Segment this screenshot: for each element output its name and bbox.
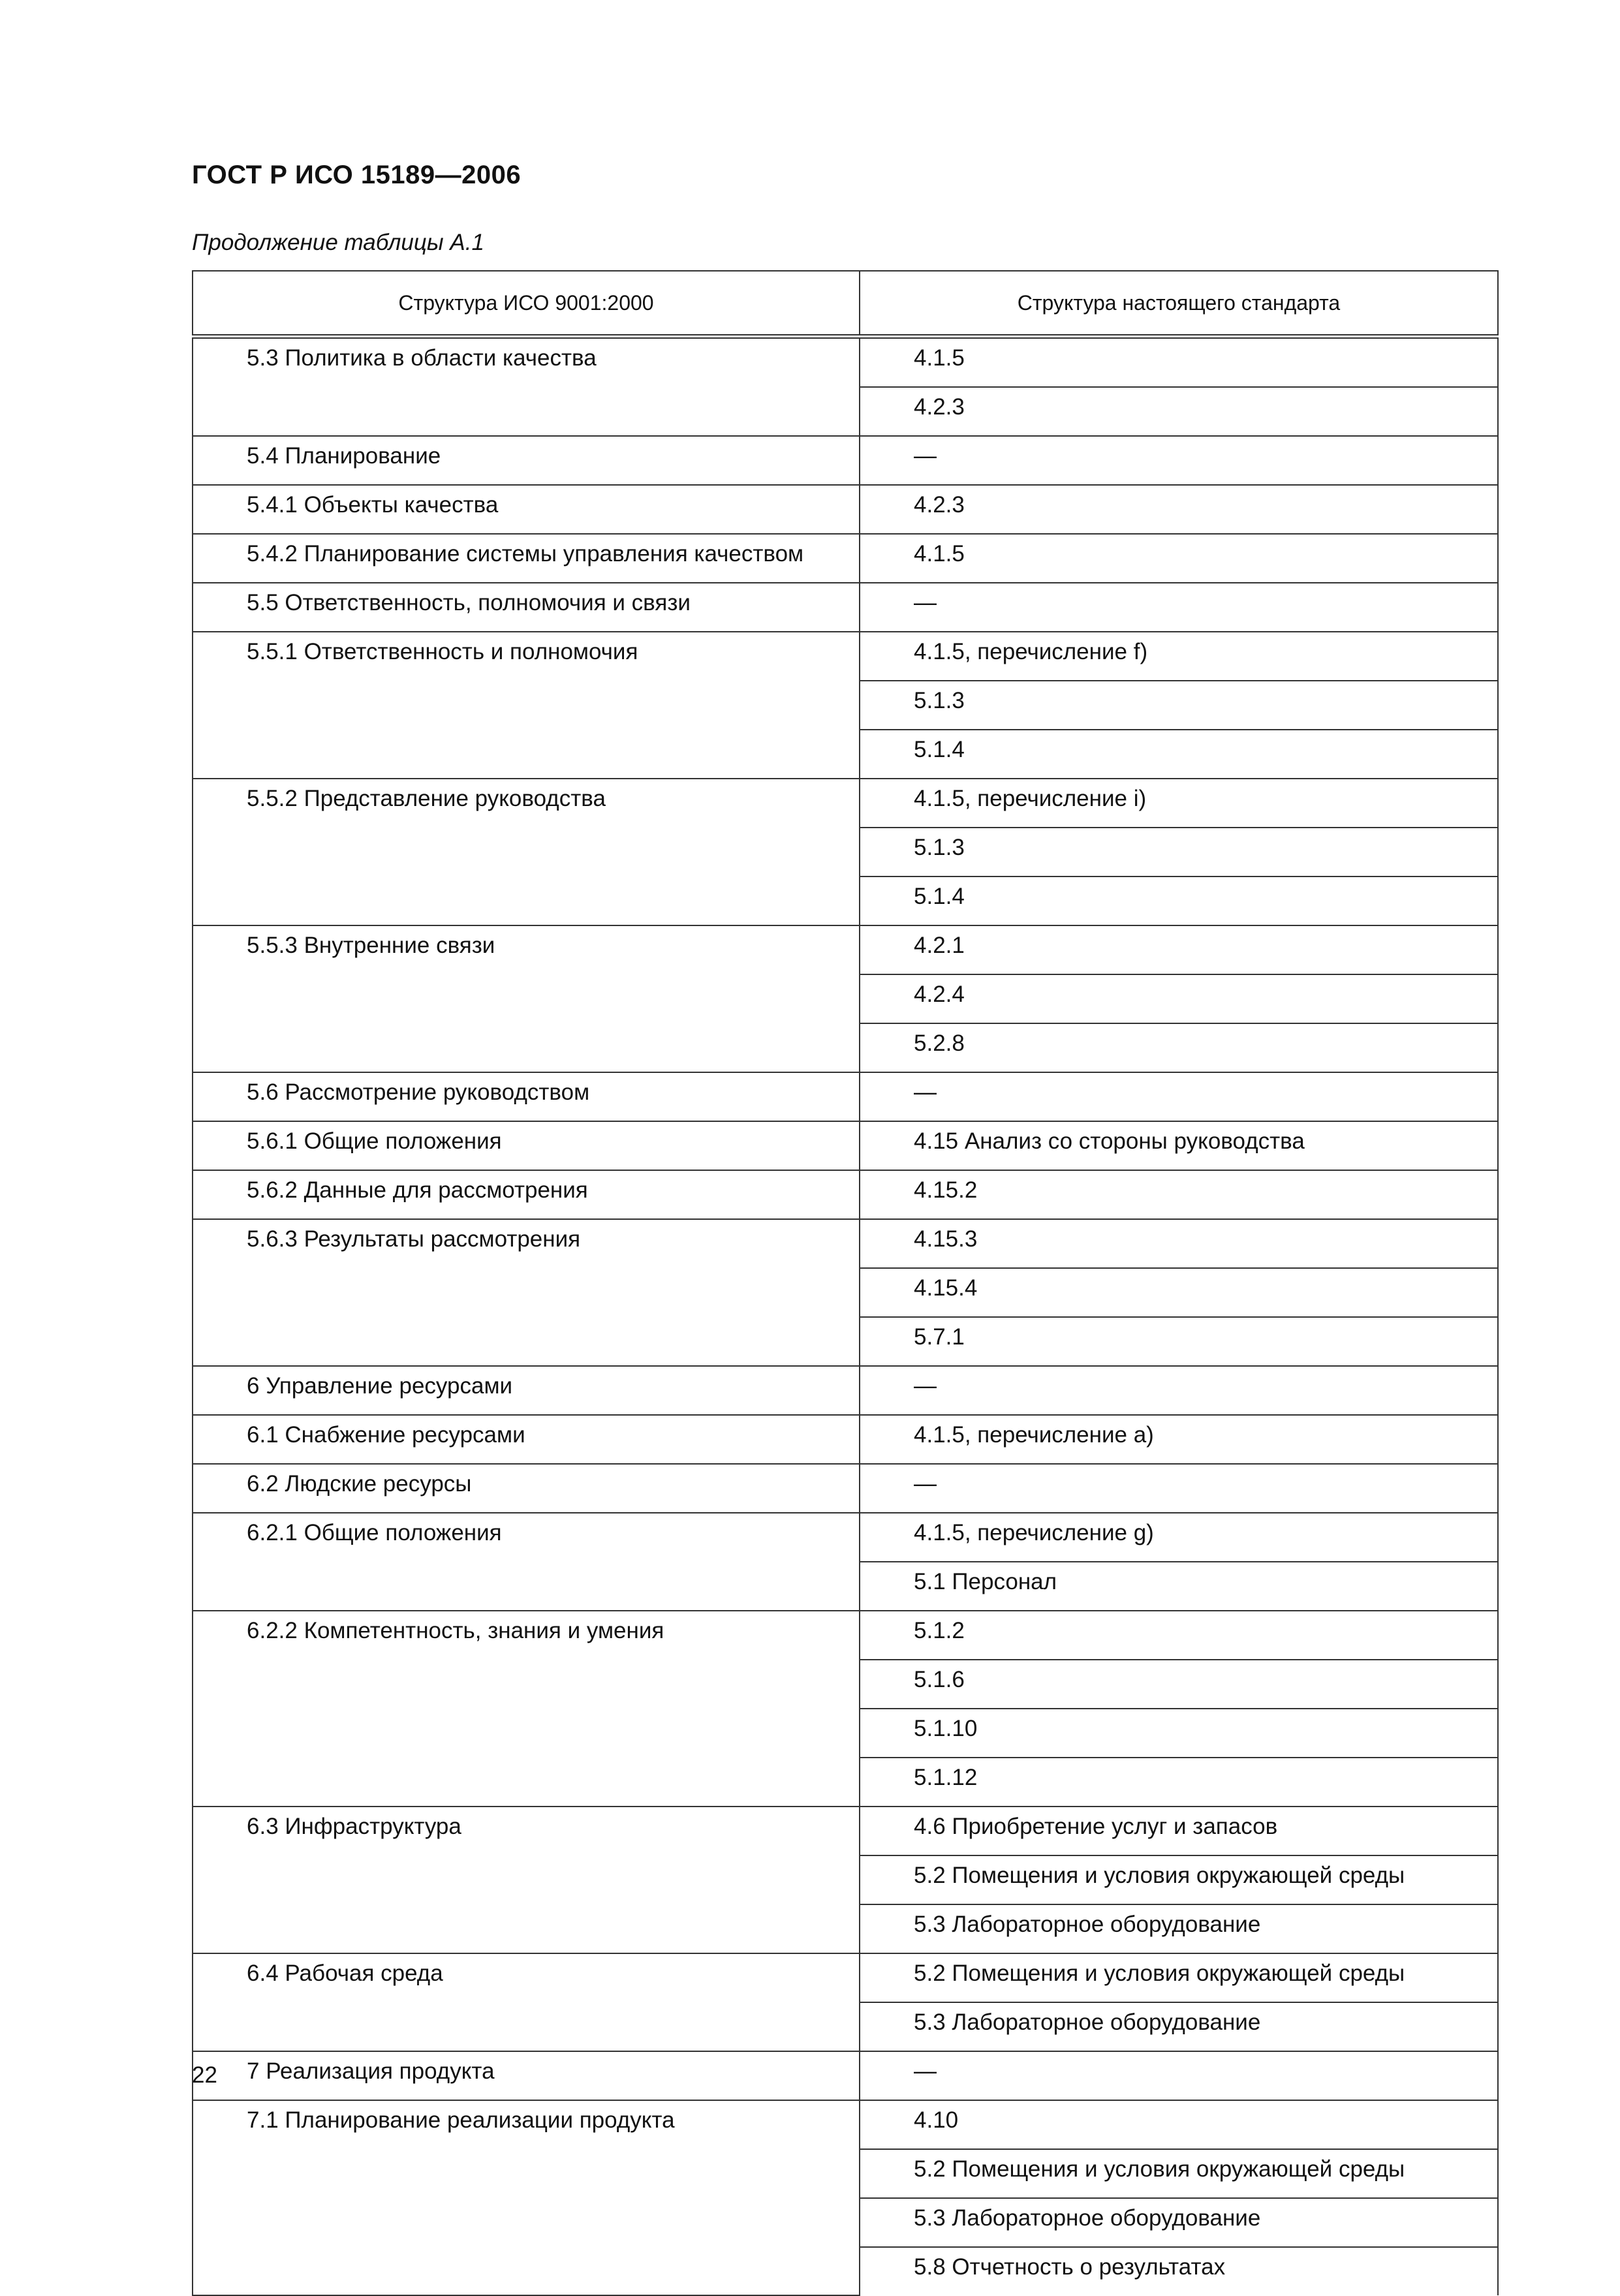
iso-section-cell: 6.4 Рабочая среда <box>193 1953 860 2051</box>
standard-ref-cell: 4.1.5 <box>860 534 1498 583</box>
standard-ref-cell: 5.2 Помещения и условия окружающей среды <box>860 1855 1498 1904</box>
standard-ref-cell: — <box>860 1366 1498 1415</box>
table-row <box>193 632 1498 681</box>
document-header: ГОСТ Р ИСО 15189—2006 <box>192 161 522 189</box>
standard-ref-cell: — <box>860 436 1498 485</box>
table-row <box>193 1072 1498 1121</box>
standard-ref-cell: 5.3 Лабораторное оборудование <box>860 2198 1498 2247</box>
page-number: 22 <box>192 2062 217 2088</box>
iso-section-cell: 6.2.1 Общие положения <box>193 1513 860 1611</box>
iso-section-cell: 5.5.2 Представление руководства <box>193 779 860 925</box>
table-row <box>193 1807 1498 1855</box>
table-row <box>193 1953 1498 2002</box>
standard-ref-cell: 4.10 <box>860 2100 1498 2149</box>
table-row <box>193 485 1498 534</box>
table-row <box>193 779 1498 828</box>
table-row <box>193 534 1498 583</box>
standard-ref-cell: 5.3 Лабораторное оборудование <box>860 2002 1498 2051</box>
column-header-standard: Структура настоящего стандарта <box>860 271 1498 337</box>
standard-ref-cell: 5.1.4 <box>860 730 1498 779</box>
standard-ref-cell: 4.1.5, перечисление i) <box>860 779 1498 828</box>
table-row <box>193 1121 1498 1170</box>
standard-ref-cell: 4.15.3 <box>860 1219 1498 1268</box>
standard-ref-cell: — <box>860 583 1498 632</box>
table-row <box>193 1513 1498 1562</box>
table-row <box>193 2051 1498 2100</box>
standard-ref-cell: 4.15 Анализ со стороны руководства <box>860 1121 1498 1170</box>
standard-ref-cell: 4.2.3 <box>860 387 1498 436</box>
standard-ref-cell: — <box>860 1072 1498 1121</box>
table-row <box>193 1366 1498 1415</box>
iso-section-cell: 5.6.2 Данные для рассмотрения <box>193 1170 860 1219</box>
standard-ref-cell: 5.1.3 <box>860 681 1498 730</box>
table-row <box>193 1464 1498 1513</box>
standard-ref-cell: — <box>860 2051 1498 2100</box>
iso-section-cell: 5.4 Планирование <box>193 436 860 485</box>
standard-ref-cell: 5.1.6 <box>860 1660 1498 1709</box>
standard-ref-cell: 4.2.3 <box>860 485 1498 534</box>
table-row <box>193 1170 1498 1219</box>
iso-section-cell: 5.4.2 Планирование системы управления качеством <box>193 534 860 583</box>
iso-section-cell: 5.6 Рассмотрение руководством <box>193 1072 860 1121</box>
standard-ref-cell: 4.2.1 <box>860 925 1498 974</box>
table-row <box>193 1219 1498 1268</box>
iso-section-cell: 6.2 Людские ресурсы <box>193 1464 860 1513</box>
iso-section-cell: 5.5.3 Внутренние связи <box>193 925 860 1072</box>
iso-section-cell: 5.6.3 Результаты рассмотрения <box>193 1219 860 1366</box>
table-row <box>193 583 1498 632</box>
correspondence-table <box>192 270 1499 2296</box>
standard-ref-cell: 5.2 Помещения и условия окружающей среды <box>860 1953 1498 2002</box>
standard-ref-cell: 5.1.3 <box>860 828 1498 877</box>
table-row <box>193 1611 1498 1660</box>
standard-ref-cell: 5.1.4 <box>860 877 1498 925</box>
standard-ref-cell: 4.1.5 <box>860 337 1498 388</box>
standard-ref-cell: 4.2.4 <box>860 974 1498 1023</box>
table-row <box>193 436 1498 485</box>
table-row <box>193 337 1498 388</box>
iso-section-cell: 6 Управление ресурсами <box>193 1366 860 1415</box>
standard-ref-cell: 5.1.2 <box>860 1611 1498 1660</box>
standard-ref-cell: 5.2.8 <box>860 1023 1498 1072</box>
iso-section-cell: 5.4.1 Объекты качества <box>193 485 860 534</box>
iso-section-cell: 6.3 Инфраструктура <box>193 1807 860 1953</box>
iso-section-cell: 7 Реализация продукта <box>193 2051 860 2100</box>
standard-ref-cell: 5.8 Отчетность о результатах <box>860 2247 1498 2295</box>
standard-ref-cell: 4.15.4 <box>860 1268 1498 1317</box>
standard-ref-cell: — <box>860 1464 1498 1513</box>
iso-section-cell: 7.1 Планирование реализации продукта <box>193 2100 860 2295</box>
iso-section-cell: 6.2.2 Компетентность, знания и умения <box>193 1611 860 1807</box>
iso-section-cell: 5.3 Политика в области качества <box>193 337 860 437</box>
iso-section-cell: 5.5 Ответственность, полномочия и связи <box>193 583 860 632</box>
standard-ref-cell: 4.6 Приобретение услуг и запасов <box>860 1807 1498 1855</box>
table-row <box>193 2100 1498 2149</box>
column-header-iso: Структура ИСО 9001:2000 <box>193 271 860 337</box>
standard-ref-cell: 5.1 Персонал <box>860 1562 1498 1611</box>
standard-ref-cell: 4.1.5, перечисление f) <box>860 632 1498 681</box>
standard-ref-cell: 4.15.2 <box>860 1170 1498 1219</box>
table-caption: Продолжение таблицы А.1 <box>192 230 484 255</box>
standard-ref-cell: 4.1.5, перечисление а) <box>860 1415 1498 1464</box>
standard-ref-cell: 5.1.10 <box>860 1709 1498 1758</box>
standard-ref-cell: 5.3 Лабораторное оборудование <box>860 1904 1498 1953</box>
standard-ref-cell: 4.1.5, перечисление g) <box>860 1513 1498 1562</box>
table-body <box>193 337 1498 2296</box>
standard-ref-cell: 5.1.12 <box>860 1758 1498 1807</box>
iso-section-cell: 5.5.1 Ответственность и полномочия <box>193 632 860 779</box>
standard-ref-cell: 5.2 Помещения и условия окружающей среды <box>860 2149 1498 2198</box>
table-row <box>193 1415 1498 1464</box>
table-row <box>193 925 1498 974</box>
iso-section-cell: 6.1 Снабжение ресурсами <box>193 1415 860 1464</box>
table-header-row <box>193 271 1498 337</box>
standard-ref-cell: 5.7.1 <box>860 1317 1498 1366</box>
iso-section-cell: 5.6.1 Общие положения <box>193 1121 860 1170</box>
